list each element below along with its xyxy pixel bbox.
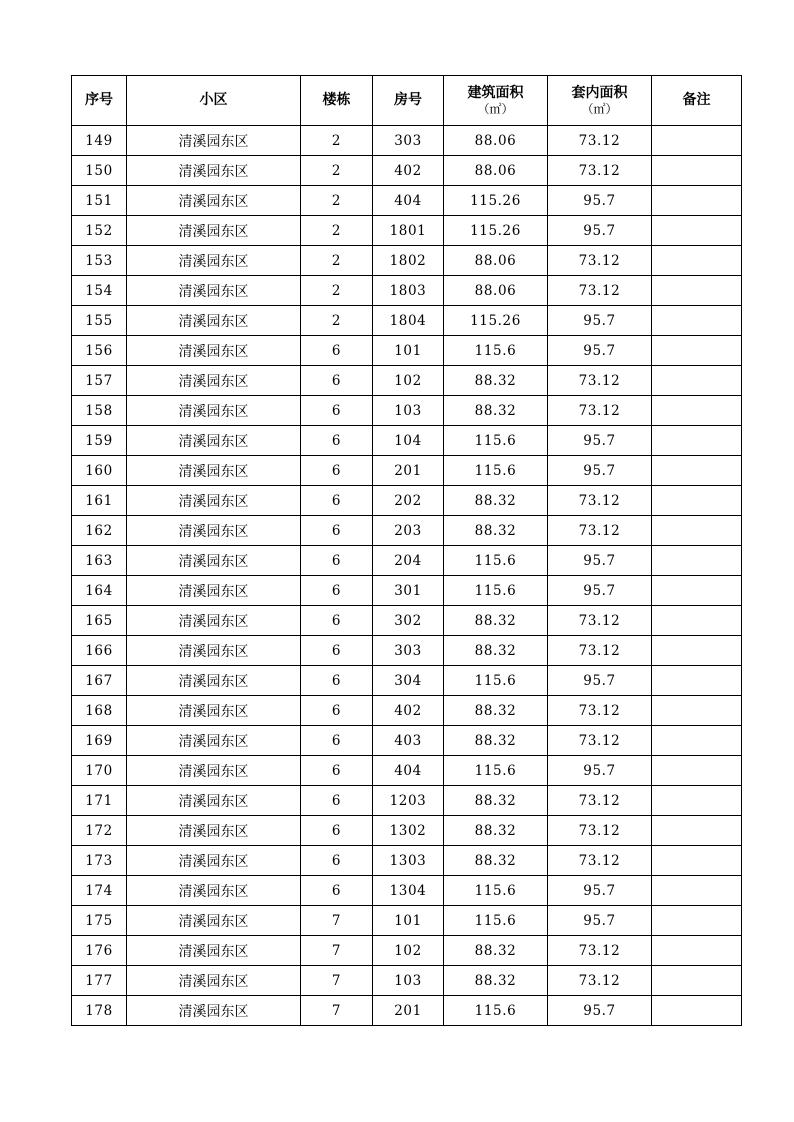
table-row xyxy=(72,606,742,636)
cell-room-number: 1802 xyxy=(373,246,444,276)
table-row xyxy=(72,186,742,216)
cell-building: 2 xyxy=(301,306,373,336)
cell-interior-area: 95.7 xyxy=(548,546,652,576)
cell-building: 6 xyxy=(301,396,373,426)
cell-interior-area: 73.12 xyxy=(548,966,652,996)
cell-building-area: 88.06 xyxy=(444,246,548,276)
table-row xyxy=(72,396,742,426)
cell-community: 清溪园东区 xyxy=(127,336,301,366)
header-label: 楼栋 xyxy=(322,92,351,108)
cell-room-number: 403 xyxy=(373,726,444,756)
header-label: 房号 xyxy=(394,92,422,108)
cell-remarks xyxy=(652,276,742,306)
cell-building-area: 115.6 xyxy=(444,576,548,606)
cell-building: 2 xyxy=(301,186,373,216)
cell-remarks xyxy=(652,726,742,756)
cell-community: 清溪园东区 xyxy=(127,456,301,486)
cell-community: 清溪园东区 xyxy=(127,546,301,576)
table-body xyxy=(72,126,742,1026)
cell-serial-number: 152 xyxy=(72,216,127,246)
cell-building-area: 115.6 xyxy=(444,546,548,576)
cell-building: 6 xyxy=(301,666,373,696)
cell-interior-area: 73.12 xyxy=(548,366,652,396)
cell-serial-number: 178 xyxy=(72,996,127,1026)
cell-interior-area: 95.7 xyxy=(548,336,652,366)
table-row xyxy=(72,156,742,186)
table-row xyxy=(72,786,742,816)
cell-building: 6 xyxy=(301,696,373,726)
cell-serial-number: 150 xyxy=(72,156,127,186)
cell-remarks xyxy=(652,126,742,156)
cell-serial-number: 161 xyxy=(72,486,127,516)
cell-room-number: 101 xyxy=(373,906,444,936)
cell-remarks xyxy=(652,336,742,366)
cell-serial-number: 162 xyxy=(72,516,127,546)
cell-remarks xyxy=(652,966,742,996)
cell-room-number: 304 xyxy=(373,666,444,696)
cell-interior-area: 73.12 xyxy=(548,636,652,666)
cell-community: 清溪园东区 xyxy=(127,306,301,336)
cell-room-number: 1803 xyxy=(373,276,444,306)
cell-serial-number: 169 xyxy=(72,726,127,756)
cell-building-area: 115.6 xyxy=(444,336,548,366)
table-row xyxy=(72,936,742,966)
cell-remarks xyxy=(652,486,742,516)
cell-interior-area: 95.7 xyxy=(548,186,652,216)
cell-community: 清溪园东区 xyxy=(127,906,301,936)
cell-room-number: 1303 xyxy=(373,846,444,876)
cell-community: 清溪园东区 xyxy=(127,246,301,276)
cell-building: 6 xyxy=(301,486,373,516)
table-row xyxy=(72,516,742,546)
cell-community: 清溪园东区 xyxy=(127,876,301,906)
cell-room-number: 104 xyxy=(373,426,444,456)
cell-remarks xyxy=(652,756,742,786)
cell-room-number: 1304 xyxy=(373,876,444,906)
cell-building: 6 xyxy=(301,516,373,546)
cell-remarks xyxy=(652,426,742,456)
cell-interior-area: 73.12 xyxy=(548,246,652,276)
cell-building: 7 xyxy=(301,936,373,966)
cell-remarks xyxy=(652,666,742,696)
cell-serial-number: 154 xyxy=(72,276,127,306)
cell-room-number: 103 xyxy=(373,396,444,426)
cell-building: 7 xyxy=(301,906,373,936)
table-row xyxy=(72,846,742,876)
cell-remarks xyxy=(652,516,742,546)
cell-community: 清溪园东区 xyxy=(127,756,301,786)
cell-building: 6 xyxy=(301,726,373,756)
housing-table xyxy=(71,75,742,1026)
cell-building: 6 xyxy=(301,846,373,876)
table-row xyxy=(72,366,742,396)
header-room-number xyxy=(373,76,444,126)
header-interior-area xyxy=(548,76,652,126)
cell-interior-area: 73.12 xyxy=(548,516,652,546)
cell-serial-number: 177 xyxy=(72,966,127,996)
header-building-area xyxy=(444,76,548,126)
table-row xyxy=(72,486,742,516)
header-label: 套内面积 xyxy=(571,85,628,101)
cell-community: 清溪园东区 xyxy=(127,606,301,636)
cell-interior-area: 73.12 xyxy=(548,396,652,426)
cell-room-number: 101 xyxy=(373,336,444,366)
cell-building: 6 xyxy=(301,876,373,906)
cell-remarks xyxy=(652,996,742,1026)
cell-building-area: 115.26 xyxy=(444,216,548,246)
cell-community: 清溪园东区 xyxy=(127,816,301,846)
cell-interior-area: 95.7 xyxy=(548,876,652,906)
cell-building-area: 115.6 xyxy=(444,456,548,486)
table-row xyxy=(72,306,742,336)
cell-building: 6 xyxy=(301,546,373,576)
cell-serial-number: 173 xyxy=(72,846,127,876)
cell-community: 清溪园东区 xyxy=(127,426,301,456)
table-row xyxy=(72,726,742,756)
cell-serial-number: 171 xyxy=(72,786,127,816)
cell-building-area: 88.32 xyxy=(444,726,548,756)
cell-remarks xyxy=(652,366,742,396)
cell-community: 清溪园东区 xyxy=(127,786,301,816)
cell-interior-area: 73.12 xyxy=(548,696,652,726)
table-row xyxy=(72,666,742,696)
cell-remarks xyxy=(652,216,742,246)
table-row xyxy=(72,756,742,786)
cell-room-number: 402 xyxy=(373,156,444,186)
cell-interior-area: 73.12 xyxy=(548,846,652,876)
cell-community: 清溪园东区 xyxy=(127,936,301,966)
cell-building-area: 88.32 xyxy=(444,696,548,726)
cell-community: 清溪园东区 xyxy=(127,486,301,516)
table-row xyxy=(72,216,742,246)
cell-community: 清溪园东区 xyxy=(127,996,301,1026)
header-remarks xyxy=(652,76,742,126)
cell-serial-number: 163 xyxy=(72,546,127,576)
cell-remarks xyxy=(652,876,742,906)
cell-serial-number: 158 xyxy=(72,396,127,426)
cell-room-number: 1804 xyxy=(373,306,444,336)
cell-building-area: 88.06 xyxy=(444,276,548,306)
table-row xyxy=(72,276,742,306)
cell-interior-area: 95.7 xyxy=(548,996,652,1026)
cell-serial-number: 157 xyxy=(72,366,127,396)
cell-room-number: 102 xyxy=(373,936,444,966)
cell-remarks xyxy=(652,246,742,276)
table-row xyxy=(72,816,742,846)
cell-remarks xyxy=(652,606,742,636)
cell-building-area: 115.6 xyxy=(444,426,548,456)
cell-community: 清溪园东区 xyxy=(127,696,301,726)
cell-building: 6 xyxy=(301,336,373,366)
cell-building: 6 xyxy=(301,456,373,486)
cell-room-number: 1801 xyxy=(373,216,444,246)
cell-interior-area: 95.7 xyxy=(548,576,652,606)
cell-community: 清溪园东区 xyxy=(127,636,301,666)
cell-building-area: 115.6 xyxy=(444,876,548,906)
cell-interior-area: 73.12 xyxy=(548,126,652,156)
cell-interior-area: 73.12 xyxy=(548,276,652,306)
cell-community: 清溪园东区 xyxy=(127,276,301,306)
table-row xyxy=(72,426,742,456)
cell-building-area: 115.26 xyxy=(444,306,548,336)
cell-remarks xyxy=(652,816,742,846)
cell-serial-number: 151 xyxy=(72,186,127,216)
cell-serial-number: 166 xyxy=(72,636,127,666)
cell-community: 清溪园东区 xyxy=(127,366,301,396)
cell-building-area: 88.32 xyxy=(444,966,548,996)
cell-building-area: 115.6 xyxy=(444,756,548,786)
cell-remarks xyxy=(652,696,742,726)
header-label: 备注 xyxy=(682,92,711,108)
cell-building: 6 xyxy=(301,786,373,816)
cell-building-area: 88.32 xyxy=(444,606,548,636)
cell-building-area: 88.32 xyxy=(444,396,548,426)
cell-interior-area: 95.7 xyxy=(548,906,652,936)
cell-building-area: 88.32 xyxy=(444,636,548,666)
cell-serial-number: 159 xyxy=(72,426,127,456)
cell-serial-number: 164 xyxy=(72,576,127,606)
table-row xyxy=(72,876,742,906)
cell-building: 2 xyxy=(301,126,373,156)
table-row xyxy=(72,456,742,486)
cell-community: 清溪园东区 xyxy=(127,156,301,186)
cell-interior-area: 95.7 xyxy=(548,456,652,486)
cell-remarks xyxy=(652,306,742,336)
cell-room-number: 301 xyxy=(373,576,444,606)
table-row xyxy=(72,636,742,666)
table-row xyxy=(72,696,742,726)
cell-remarks xyxy=(652,576,742,606)
cell-serial-number: 160 xyxy=(72,456,127,486)
cell-room-number: 404 xyxy=(373,186,444,216)
cell-interior-area: 95.7 xyxy=(548,216,652,246)
cell-community: 清溪园东区 xyxy=(127,726,301,756)
table-row xyxy=(72,246,742,276)
cell-community: 清溪园东区 xyxy=(127,516,301,546)
housing-table-container xyxy=(71,75,742,1026)
cell-community: 清溪园东区 xyxy=(127,846,301,876)
cell-room-number: 102 xyxy=(373,366,444,396)
cell-building: 6 xyxy=(301,426,373,456)
table-header xyxy=(72,76,742,126)
table-row xyxy=(72,126,742,156)
cell-room-number: 201 xyxy=(373,996,444,1026)
table-row xyxy=(72,906,742,936)
cell-remarks xyxy=(652,846,742,876)
table-row xyxy=(72,576,742,606)
header-label: 小区 xyxy=(199,92,228,108)
cell-room-number: 303 xyxy=(373,126,444,156)
cell-building-area: 88.32 xyxy=(444,516,548,546)
cell-building-area: 88.32 xyxy=(444,846,548,876)
cell-remarks xyxy=(652,396,742,426)
cell-building: 7 xyxy=(301,996,373,1026)
cell-room-number: 201 xyxy=(373,456,444,486)
cell-building: 6 xyxy=(301,366,373,396)
header-label: 建筑面积 xyxy=(467,85,524,101)
cell-building-area: 115.6 xyxy=(444,906,548,936)
cell-serial-number: 175 xyxy=(72,906,127,936)
cell-interior-area: 73.12 xyxy=(548,816,652,846)
cell-community: 清溪园东区 xyxy=(127,186,301,216)
header-unit: （㎡） xyxy=(581,102,618,116)
cell-remarks xyxy=(652,786,742,816)
cell-serial-number: 156 xyxy=(72,336,127,366)
cell-building: 6 xyxy=(301,606,373,636)
cell-serial-number: 149 xyxy=(72,126,127,156)
cell-serial-number: 174 xyxy=(72,876,127,906)
cell-building-area: 88.06 xyxy=(444,126,548,156)
cell-interior-area: 73.12 xyxy=(548,156,652,186)
cell-building-area: 88.32 xyxy=(444,786,548,816)
cell-room-number: 402 xyxy=(373,696,444,726)
cell-building-area: 88.32 xyxy=(444,936,548,966)
cell-building-area: 88.06 xyxy=(444,156,548,186)
cell-serial-number: 176 xyxy=(72,936,127,966)
header-label: 序号 xyxy=(85,92,113,108)
cell-interior-area: 73.12 xyxy=(548,486,652,516)
cell-interior-area: 95.7 xyxy=(548,426,652,456)
cell-room-number: 1302 xyxy=(373,816,444,846)
cell-interior-area: 73.12 xyxy=(548,786,652,816)
cell-interior-area: 73.12 xyxy=(548,606,652,636)
cell-remarks xyxy=(652,156,742,186)
cell-serial-number: 165 xyxy=(72,606,127,636)
cell-room-number: 302 xyxy=(373,606,444,636)
table-row xyxy=(72,966,742,996)
cell-serial-number: 155 xyxy=(72,306,127,336)
cell-community: 清溪园东区 xyxy=(127,966,301,996)
cell-building-area: 115.6 xyxy=(444,996,548,1026)
cell-building: 6 xyxy=(301,636,373,666)
cell-interior-area: 73.12 xyxy=(548,936,652,966)
cell-building: 2 xyxy=(301,156,373,186)
table-row xyxy=(72,336,742,366)
table-row xyxy=(72,546,742,576)
cell-remarks xyxy=(652,456,742,486)
header-row xyxy=(72,76,742,126)
cell-room-number: 203 xyxy=(373,516,444,546)
cell-community: 清溪园东区 xyxy=(127,576,301,606)
cell-community: 清溪园东区 xyxy=(127,126,301,156)
cell-remarks xyxy=(652,936,742,966)
cell-building: 7 xyxy=(301,966,373,996)
header-building xyxy=(301,76,373,126)
cell-room-number: 103 xyxy=(373,966,444,996)
header-community xyxy=(127,76,301,126)
cell-serial-number: 170 xyxy=(72,756,127,786)
cell-building: 2 xyxy=(301,246,373,276)
cell-community: 清溪园东区 xyxy=(127,396,301,426)
cell-interior-area: 95.7 xyxy=(548,756,652,786)
cell-room-number: 1203 xyxy=(373,786,444,816)
cell-building: 6 xyxy=(301,756,373,786)
cell-remarks xyxy=(652,546,742,576)
table-row xyxy=(72,996,742,1026)
cell-serial-number: 167 xyxy=(72,666,127,696)
cell-remarks xyxy=(652,186,742,216)
cell-room-number: 202 xyxy=(373,486,444,516)
cell-interior-area: 73.12 xyxy=(548,726,652,756)
cell-building: 6 xyxy=(301,816,373,846)
cell-serial-number: 153 xyxy=(72,246,127,276)
cell-building: 6 xyxy=(301,576,373,606)
cell-interior-area: 95.7 xyxy=(548,666,652,696)
cell-building-area: 88.32 xyxy=(444,366,548,396)
header-serial-number xyxy=(72,76,127,126)
cell-remarks xyxy=(652,636,742,666)
cell-remarks xyxy=(652,906,742,936)
cell-building: 2 xyxy=(301,216,373,246)
cell-community: 清溪园东区 xyxy=(127,666,301,696)
header-unit: （㎡） xyxy=(477,102,514,116)
cell-serial-number: 168 xyxy=(72,696,127,726)
cell-serial-number: 172 xyxy=(72,816,127,846)
cell-building-area: 88.32 xyxy=(444,486,548,516)
cell-room-number: 204 xyxy=(373,546,444,576)
cell-room-number: 404 xyxy=(373,756,444,786)
cell-interior-area: 95.7 xyxy=(548,306,652,336)
cell-building-area: 115.26 xyxy=(444,186,548,216)
cell-building: 2 xyxy=(301,276,373,306)
cell-building-area: 115.6 xyxy=(444,666,548,696)
cell-building-area: 88.32 xyxy=(444,816,548,846)
cell-community: 清溪园东区 xyxy=(127,216,301,246)
cell-room-number: 303 xyxy=(373,636,444,666)
